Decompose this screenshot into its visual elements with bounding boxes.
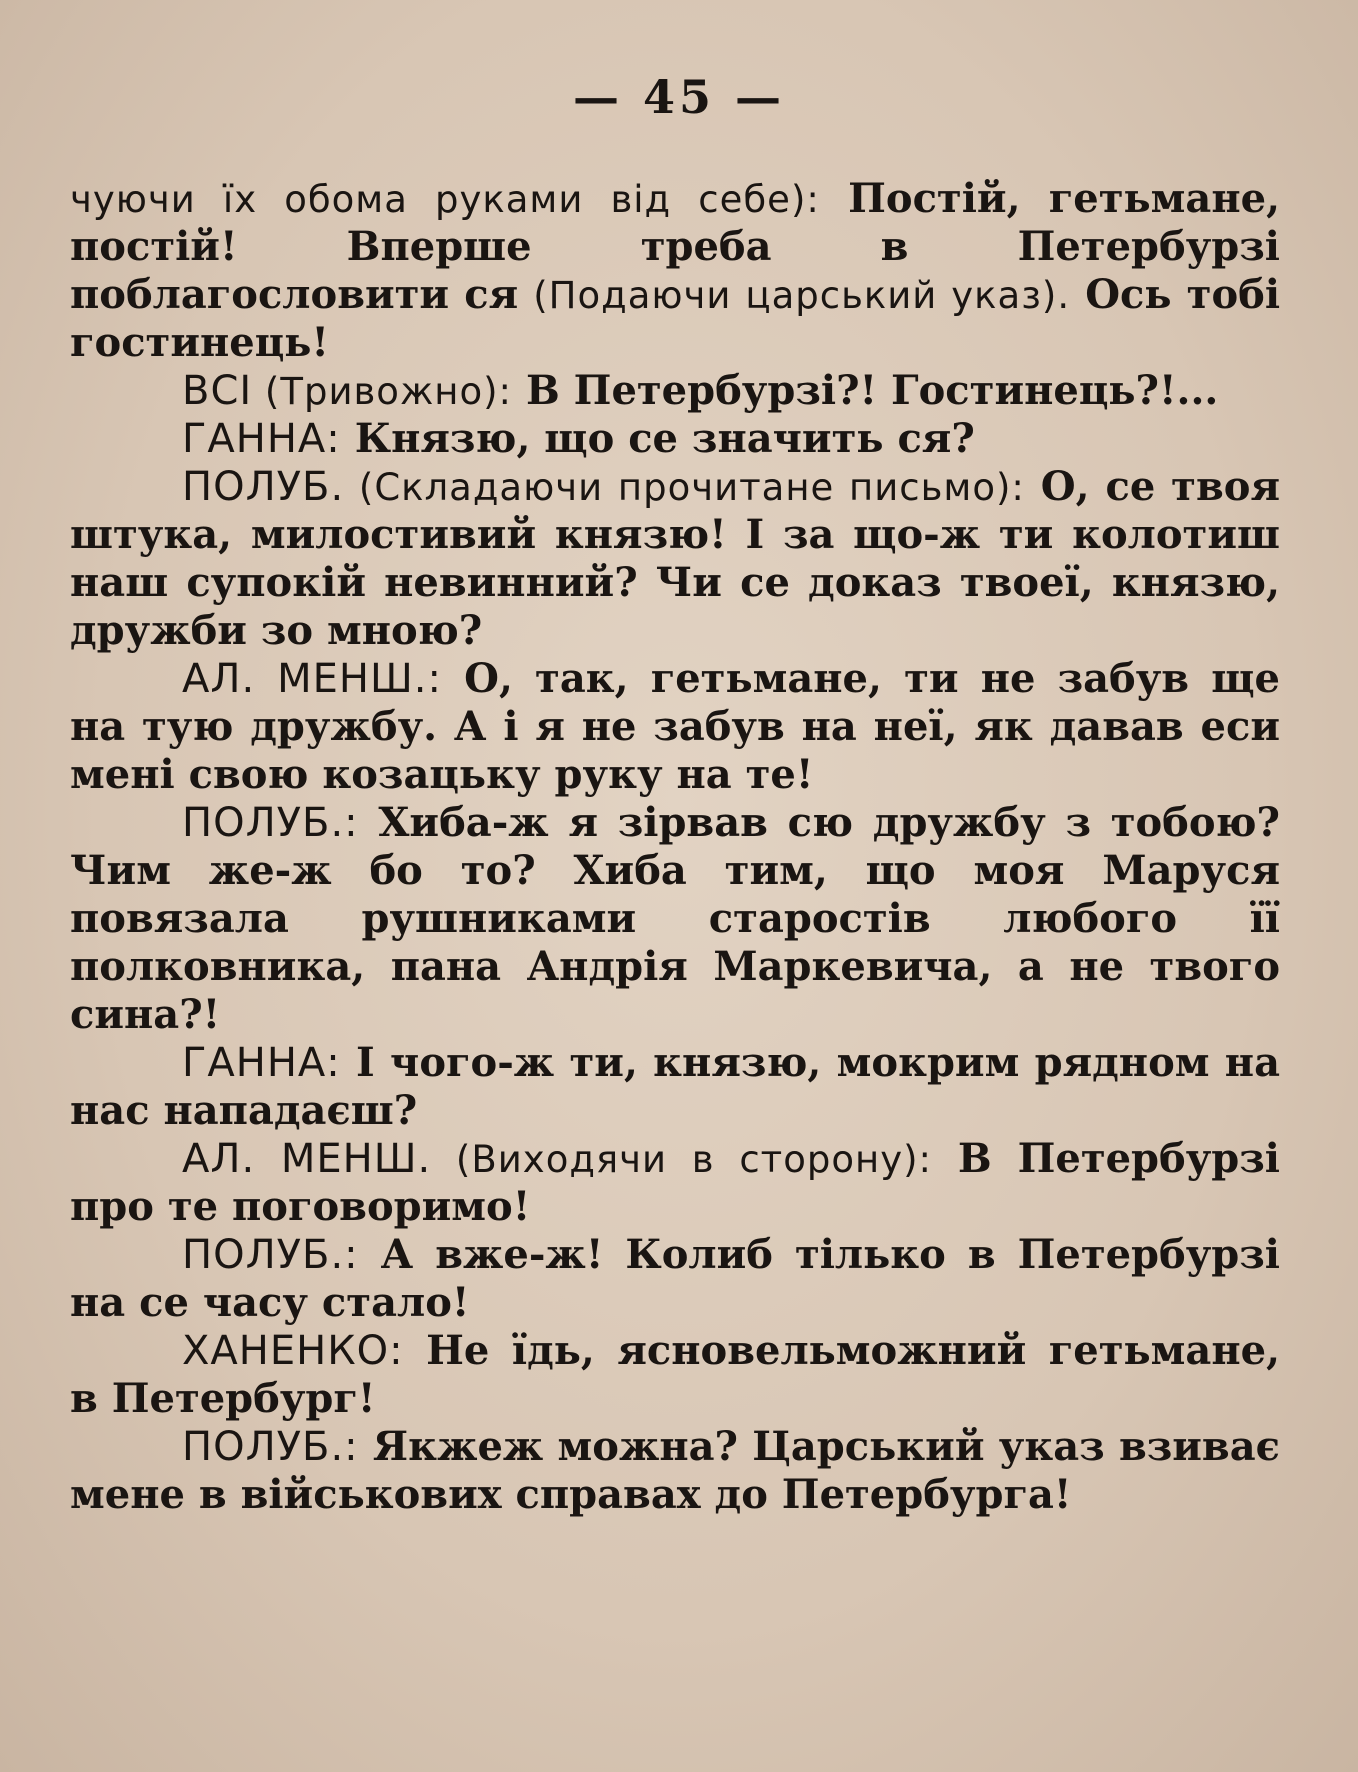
speech-text: Хиба-ж я зірвав сю дружбу з тобою? Чим же-ж бо то? Хиба тим, що моя Маруся повязала рушниками старостів любого її полковника, пана Андрія Маркевича, а не твого сина?! [70,799,1280,1038]
speaker-name: ГАННА: [182,1040,341,1086]
speaker-name: ПОЛУБ. [182,464,345,510]
dialogue-paragraph [70,1039,1280,1135]
dialogue-paragraph [70,1327,1280,1423]
speech-text: Якжеж можна? Царський указ взиває мене в військових справах до Петербурга! [70,1423,1280,1518]
dialogue-paragraph [70,1423,1280,1519]
dialogue-paragraph [70,1231,1280,1327]
text-body [70,175,1280,1519]
dialogue-paragraph [70,415,1280,463]
dialogue-paragraph [70,463,1280,655]
speaker-name: ВСІ [182,368,253,414]
speaker-name: АЛ. МЕНШ. [182,1136,432,1182]
speech-text: Ось тобі гостинець! [70,271,1281,366]
stage-direction: (Тривожно): [252,370,513,413]
dialogue-paragraph [70,1135,1280,1231]
speech-text: Постій, гетьмане, постій! Вперше треба в Петербурзі поблагословити ся [70,175,1280,318]
speech-text: О, се твоя штука, милостивий князю! І за що-ж ти колотиш наш супокій невинний? Чи се доказ твоеї, князю, дружби зо мною? [70,463,1280,654]
speaker-name: ПОЛУБ.: [182,800,359,846]
stage-direction: чуючи їх обома руками від себе): [70,178,820,221]
speaker-name: ПОЛУБ.: [182,1424,359,1470]
speech-text: І чого-ж ти, князю, мокрим рядном на нас нападаєш? [70,1039,1280,1134]
speech-text: О, так, гетьмане, ти не забув ще на тую дружбу. А і я не забув на неї, як давав еси мені свою козацьку руку на те! [70,655,1280,798]
stage-direction: (Складаючи прочитане письмо): [344,466,1025,509]
speech-text: Не їдь, ясновельможний гетьмане, в Петербург! [70,1327,1280,1422]
stage-direction: (Виходячи в сторону): [431,1138,932,1181]
dialogue-paragraph [70,367,1280,415]
speaker-name: ПОЛУБ.: [182,1232,359,1278]
speaker-name: ГАННА: [182,416,341,462]
speech-text: В Петербурзі про те поговоримо! [70,1135,1280,1230]
speech-text: В Петербурзі?! Гостинець?!... [512,367,1219,414]
dialogue-paragraph [70,799,1280,1039]
speech-text: А вже-ж! Колиб тілько в Петербурзі на се часу стало! [70,1231,1280,1326]
stage-direction: (Подаючи царський указ). [533,274,1071,317]
speaker-name: ХАНЕНКО: [182,1328,404,1374]
dialogue-paragraph [70,655,1280,799]
page-number: — 45 — [572,70,786,124]
speech-text: Князю, що се значить ся? [340,415,975,462]
paragraph-continuation [70,175,1280,367]
speaker-name: АЛ. МЕНШ.: [182,656,442,702]
